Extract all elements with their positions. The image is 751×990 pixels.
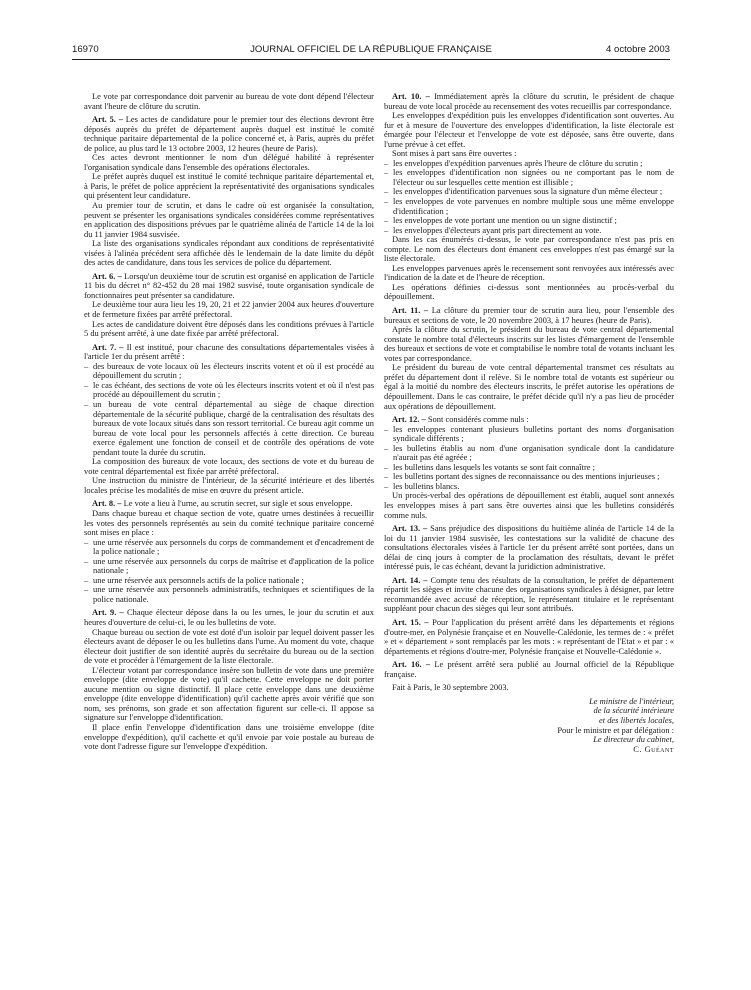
header-rule xyxy=(72,59,670,60)
list-item: – une urne réservée aux personnels du corps de commandement et d'encadrement de la police nationale ; xyxy=(84,538,374,557)
article-label: Art. 6. – xyxy=(92,270,122,281)
article-text: Sans préjudice des dispositions du huitième alinéa de l'article 14 de la loi du 11 janvier 1984 susvisée, les contestations sur la validité de chacune des consultations électorales visées à l'article 1er du présent arrêté sont portées, dans un délai de cinq jours à compter de la proclamation des résultats, devant le préfet intéressé puis, le cas échéant, devant la juridiction administrative. xyxy=(384,523,674,572)
paragraph: L'électeur votant par correspondance insère son bulletin de vote dans une première enveloppe (dite enveloppe de vote) qu'il cachette. Cette enveloppe ne doit porter aucune mention ou signe distinctif. Il place cette enveloppe dans une deuxième enveloppe (dite enveloppe d'identification) qu'il cachette après avoir vérifié que son nom, ses prénoms, son grade et son affectation figurent sur celle-ci. Il appose sa signature sur l'enveloppe d'identification. xyxy=(84,664,374,723)
list-item: – les enveloppes d'expédition parvenues après l'heure de clôture du scrutin ; xyxy=(384,159,674,169)
paragraph: Le deuxième tour aura lieu les 19, 20, 21 et 22 janvier 2004 aux heures d'ouverture et de fermeture fixées par arrêté préfectoral. xyxy=(84,299,374,320)
article-5 xyxy=(84,115,374,153)
list-item: – les bulletins blancs. xyxy=(384,482,674,492)
article-label: Art. 10. – xyxy=(392,91,430,101)
list-item: – une urne réservée aux personnels administratifs, techniques et scientifiques de la police nationale. xyxy=(84,585,374,604)
paragraph: Les enveloppes parvenues après le recensement sont renvoyées aux intéressés avec l'indication de la date et de l'heure de réception. xyxy=(384,262,674,283)
left-column xyxy=(84,92,374,752)
list-item: – les enveloppes de vote portant une mention ou un signe distinctif ; xyxy=(384,216,674,226)
paragraph: Les enveloppes d'expédition puis les enveloppes d'identification sont ouvertes. Au fur et à mesure de l'ouverture des enveloppes d'identification, la liste électorale est émargée pour l'électeur et l'enveloppe de vote est déposée, sans être ouverte, dans l'urne prévue à cet effet. xyxy=(384,110,674,149)
paragraph: Il place enfin l'enveloppe d'identification dans une troisième enveloppe (dite enveloppe d'expédition), qu'il cachette et qu'il envoie par voie postale au bureau de vote dont l'adresse figure sur l'enveloppe d'expédition. xyxy=(84,722,374,752)
list-item: – les enveloppes contenant plusieurs bulletins portant des noms d'organisation syndicale différents ; xyxy=(384,425,674,444)
paragraph: Un procès-verbal des opérations de dépouillement est établi, auquel sont annexés les enveloppes mises à part sans être ouvertes ainsi que les bulletins considérés comme nuls. xyxy=(384,490,674,520)
article-text: Lorsqu'un deuxième tour de scrutin est organisé en application de l'article 11 bis du décret n° 82-452 du 28 mai 1982 susvisé, toute organisation syndicale de fonctionnaires peut présenter sa candidature. xyxy=(84,270,375,300)
article-text: Le présent arrêté sera publié au Journal officiel de la République française. xyxy=(384,659,674,679)
article-text: Immédiatement après la clôture du scrutin, le président de chaque bureau de vote local procède au recensement des votes recueillis par correspondance. xyxy=(384,91,674,111)
page-number: 16970 xyxy=(72,44,99,55)
paragraph: Après la clôture du scrutin, le président du bureau de vote central départemental constate le nombre total d'électeurs inscrits sur les listes d'émargement de l'ensemble des bureaux et sections de vote et comptabilise le nombre total de votants incluant les votes par correspondance. xyxy=(384,324,674,363)
article-label: Art. 11. – xyxy=(392,305,429,316)
article-text: La clôture du premier tour de scrutin aura lieu, pour l'ensemble des bureaux et sections de vote, le 20 novembre 2003, à 17 heures (heure de Paris). xyxy=(384,305,674,325)
article-13 xyxy=(384,524,674,572)
journal-title: JOURNAL OFFICIEL DE LA RÉPUBLIQUE FRANÇAISE xyxy=(250,44,492,55)
article-text: Compte tenu des résultats de la consultation, le préfet de département répartit les sièges et invite chacune des organisations syndicales à désigner, par lettre recommandée avec accusé de réception, le représentant titulaire et le représentant suppléant pour chacun des sièges qui leur sont attribués. xyxy=(384,574,674,614)
signature-block xyxy=(384,697,674,755)
paragraph: Le préfet auprès duquel est institué le comité technique paritaire départemental et, à Paris, le préfet de police apprécient la représentativité des organisations syndicales qui présentent leur candidature. xyxy=(84,171,374,201)
signatory-name: C. Guéant xyxy=(633,743,674,754)
list-item: – les bulletins établis au nom d'une organisation syndicale dont la candidature n'aurait pas été agréée ; xyxy=(384,444,674,463)
paragraph: Le président du bureau de vote central départemental transmet ces résultats au préfet du département dont il relève. Si le nombre total de votants est supérieur ou égal à la moitié du nombre des électeurs inscrits, le préfet autorise les opérations de dépouillement. Dans le cas contraire, le préfet décide qu'il n'y a pas lieu de procéder aux opérations de dépouillement. xyxy=(384,362,674,411)
signature-line: de la sécurité intérieure xyxy=(593,705,674,716)
paragraph: Au premier tour de scrutin, et dans le cadre où est organisée la consultation, peuvent se présenter les organisations syndicales considérées comme représentatives en application des dispositions prévues par le quatrième alinéa de l'article 14 de la loi du 11 janvier 1984 susvisée. xyxy=(84,200,374,239)
paragraph: La composition des bureaux de vote locaux, des sections de vote et du bureau de vote central départemental est fixée par arrêté préfectoral. xyxy=(84,456,374,476)
closing-line: Fait à Paris, le 30 septembre 2003. xyxy=(392,682,509,693)
signature-line: Pour le ministre et par délégation : xyxy=(557,724,674,735)
paragraph: Chaque bureau ou section de vote est doté d'un isoloir par lequel doivent passer les électeurs avant de déposer le ou les bulletins dans l'urne. Au moment du vote, chaque électeur doit justifier de son identité auprès du secrétaire du bureau ou de la section de vote et procéder à l'émargement de la liste électorale. xyxy=(84,626,374,666)
article-text: Sont considérés comme nuls : xyxy=(427,414,529,425)
article-label: Art. 13. – xyxy=(392,523,428,534)
list-item: – les bulletins dans lesquels les votants se sont fait connaître ; xyxy=(384,463,674,473)
art12-list xyxy=(384,425,674,492)
article-label: Art. 14. – xyxy=(392,574,428,585)
article-9 xyxy=(84,608,374,627)
paragraph: Les actes de candidature doivent être déposés dans les conditions prévues à l'article 5 du présent arrêté, à une date fixée par arrêté préfectoral. xyxy=(84,318,374,339)
article-text: Il est institué, pour chacune des consultations départementales visées à l'article 1er du présent arrêté : xyxy=(84,341,375,362)
list-item: – un bureau de vote central départemental au siège de chaque direction départementale de la sécurité publique, chargé de la centralisation des résultats des bureaux de vote locaux situés dans son ressort territorial. Ce bureau agit comme un bureau de vote local pour les personnels affectés à cette direction. Ce bureau exerce également une fonction de conseil et de contrôle des opérations de vote pendant toute la durée du scrutin. xyxy=(84,400,374,457)
paragraph: Le vote par correspondance doit parvenir au bureau de vote dont dépend l'électeur avant l'heure de clôture du scrutin. xyxy=(84,91,374,111)
paragraph: Sont mises à part sans être ouvertes : xyxy=(392,148,517,159)
article-label: Art. 8. – xyxy=(92,498,122,509)
article-label: Art. 15. – xyxy=(392,616,429,627)
article-label: Art. 7. – xyxy=(92,341,124,352)
article-15 xyxy=(384,618,674,656)
list-item: – le cas échéant, des sections de vote où les électeurs inscrits votent et où il n'est pas procédé au dépouillement du scrutin ; xyxy=(84,381,374,400)
art7-list xyxy=(84,362,374,457)
article-text: Le vote a lieu à l'urne, au scrutin secret, sur sigle et sous enveloppe. xyxy=(123,498,353,509)
list-item: – les enveloppes de vote parvenues en nombre multiple sous une même enveloppe d'identification ; xyxy=(384,197,674,216)
list-item: – une urne réservée aux personnels actifs de la police nationale ; xyxy=(84,576,374,586)
signature-line: Le ministre de l'intérieur, xyxy=(589,695,674,706)
list-item: – les enveloppes d'identification non signées ou ne comportant pas le nom de l'électeur ou sur lesquelles cette mention est illisible ; xyxy=(384,168,674,187)
article-text: Les actes de candidature pour le premier tour des élections devront être déposés auprès du préfet de département auprès duquel est institué le comité technique paritaire départemental de la police concerné et, à Paris, auprès du préfet de police, au plus tard le 13 octobre 2003, 12 heures (heure de Paris). xyxy=(84,114,374,153)
paragraph: Dans chaque bureau et chaque section de vote, quatre urnes destinées à recueillir les votes des personnels représentés au sein du comité technique paritaire concerné sont mises en place : xyxy=(84,507,374,538)
paragraph: Ces actes devront mentionner le nom d'un délégué habilité à représenter l'organisation syndicale dans l'ensemble des opérations électorales. xyxy=(84,152,374,172)
article-label: Art. 9. – xyxy=(92,607,124,618)
paragraph: La liste des organisations syndicales répondant aux conditions de représentativité visées à l'alinéa précédent sera affichée dès le lendemain de la date limite du dépôt des actes de candidature, dans tous les services de police du département. xyxy=(84,238,374,268)
article-7 xyxy=(84,343,374,362)
list-item: – des bureaux de vote locaux où les électeurs inscrits votent et où il est procédé au dépouillement du scrutin ; xyxy=(84,362,374,381)
article-11 xyxy=(384,306,674,325)
paragraph: Une instruction du ministre de l'intérieur, de la sécurité intérieure et des libertés locales précise les modalités de mise en œuvre du présent article. xyxy=(84,475,374,495)
list-item: – une urne réservée aux personnels du corps de maîtrise et d'application de la police nationale ; xyxy=(84,557,374,576)
list-item: – les enveloppes d'électeurs ayant pris part directement au vote. xyxy=(384,226,674,236)
signature-line: et des libertés locales, xyxy=(599,715,674,725)
article-label: Art. 5. – xyxy=(92,114,123,125)
signature-line: Le directeur du cabinet, xyxy=(593,734,674,745)
publication-date: 4 octobre 2003 xyxy=(605,44,670,55)
article-label: Art. 12. – xyxy=(392,414,426,425)
article-text: Chaque électeur dépose dans la ou les urnes, le jour du scrutin et aux heures d'ouverture de celui-ci, le ou les bulletins de vote. xyxy=(84,607,374,627)
paragraph: Dans les cas énumérés ci-dessus, le vote par correspondance n'est pas pris en compte. Le nom des électeurs dont émanent ces enveloppes n'est pas émargé sur la liste électorale. xyxy=(384,234,674,264)
list-item: – les enveloppes d'identification parvenues sous la signature d'un même électeur ; xyxy=(384,187,674,197)
article-14 xyxy=(384,576,674,614)
article-6 xyxy=(84,272,374,301)
article-16 xyxy=(384,660,674,679)
art10-list xyxy=(384,159,674,235)
paragraph: Les opérations définies ci-dessus sont mentionnées au procès-verbal du dépouillement. xyxy=(384,281,674,302)
art8-list xyxy=(84,538,374,605)
article-text: Pour l'application du présent arrêté dans les départements et régions d'outre-mer, en Polynésie française et en Nouvelle-Calédonie, les termes de : « préfet » et « département » sont remplacés par les mots : « représentant de l'Etat » et par : « départements et régions d'outre-mer, Polynésie française et Nouvelle-Calédonie ». xyxy=(384,616,674,656)
article-10 xyxy=(384,92,674,111)
list-item: – les bulletins portant des signes de reconnaissance ou des mentions injurieuses ; xyxy=(384,472,674,482)
page-header xyxy=(72,44,670,58)
article-label: Art. 16. – xyxy=(392,659,431,670)
right-column xyxy=(384,92,674,754)
